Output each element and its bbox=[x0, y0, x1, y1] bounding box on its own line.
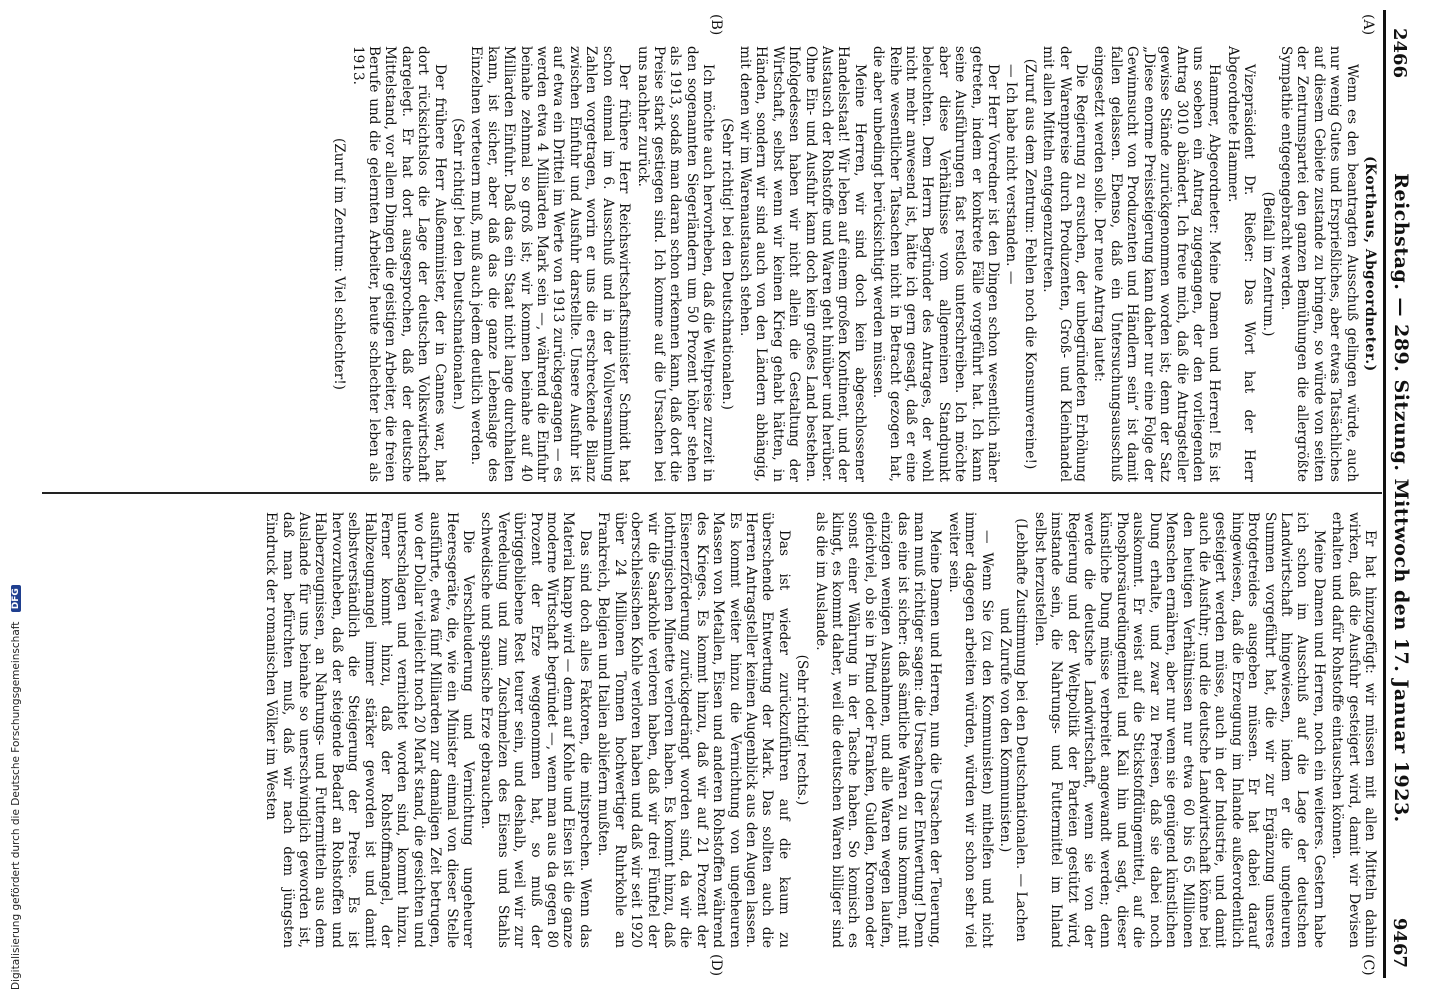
page-number-left: 2466 bbox=[1389, 28, 1410, 79]
column-divider bbox=[42, 492, 1382, 494]
interjection: (Beifall im Zentrum.) bbox=[1259, 191, 1276, 337]
interjection: (Zuruf im Zentrum: Viel schlechter!) bbox=[331, 138, 348, 390]
paragraph: Meine Herren, wir sind doch kein abgeschlossener Handelsstaat! Wir leben auf einem großen Kontinent, und der Austausch der Rohstoffe und Waren geht hinüber und herüber. Ohne Ein- und Ausfuhr kann doch kein großes Land bestehen. Infolgedessen haben wir nicht allein die Gestaltung der Wirtschaft, selbst wenn wir keinen Krieg gehabt hätten, in Händen, sondern wir sind auch von den Ländern abhängig, mit denen wir im Warenaustausch stehen. bbox=[736, 46, 868, 482]
margin-marker-c: (C) bbox=[1360, 954, 1376, 976]
paragraph: Die Verschleuderung und Vernichtung ungeheurer Heeresgeräte, die, wie ein Minister einmal von dieser Stelle ausführte, etwa fünf Milliarden zur damaligen Zeit betrugen, wo der Dollar vielleicht noch 20 Mark stand, die gesichten und unterschlagen und vernichtet worden sind, kommt hinzu. Ferner kommt hinzu, daß der Rohstoffmangel, der Halbzeugmangel immer stärker geworden ist und damit selbstverständlich die Steigerung der Preise. Es ist hervorzuheben, daß der steigende Bedarf an Rohstoffen und Halberzeugnissen, an Nahrungs- und Futtermitteln aus dem Auslande für uns beinahe so unerschwinglich geworden ist, daß man befürchten muß, daß wir nach dem jüngsten Eindruck der romanischen Völker im Westen bbox=[263, 512, 477, 948]
left-column bbox=[329, 46, 1378, 482]
speech-opening: Hammer, Abgeordneter: Meine Damen und Herren! Es ist uns soeben ein Antrag zugegangen, der den vorliegenden Antrag 3010 abändert. Ich freue mich, daß die Antragsteller gewisse Stände zurückgenommen worden ist; denn der Satz „Diese enorme Preissteigerung kann daher nur eine Folge der Gewinnsucht von Produzenten und Händlern sein“ ist damit fallen gelassen. Ebenso, daß ein Untersuchungsausschuß eingesetzt werden solle. Der neue Antrag lautet: bbox=[1091, 46, 1223, 482]
digitization-credit bbox=[10, 585, 22, 990]
paragraph: Der Herr Vorredner ist den Dingen schon wesentlich näher getreten, indem er konkrete Fälle vorgeführt hat. Ich kann seine Ausführungen fast restlos unterschreiben. Ich möchte aber diese Verhältnisse vom allgemeinen Standpunkt beleuchten. Dem Herrn Begründer des Antrages, der wohl nicht mehr anwesend ist, hätte ich gern gesagt, daß er eine Reihe wesentlicher Tatsachen nicht in Betracht gezogen hat, die aber unbedingt berücksichtigt werden müssen. bbox=[870, 46, 1002, 482]
paragraph: Der frühere Herr Reichswirtschaftsminister Schmidt hat schon einmal im 6. Ausschuß und in der Vollversammlung Zahlen vorgetragen, worin er uns die erschreckende Bilanz zwischen Einfuhr und Ausfuhr darstellte. Unsere Ausfuhr ist auf etwa ein Drittel im Werte von 1913 zurückgegangen — es werden etwa 4 Milliarden Mark sein —, während die Einfuhr beinahe zehnmal so groß ist; wir kommen beinahe auf 40 Milliarden Einfuhr. Daß das ein Staat nicht lange durchhalten kann, ist sicher, aber daß das die ganze Lebenslage des Einzelnen verteuern muß, muß auch jedem deutlich werden. bbox=[468, 46, 633, 482]
page-number-right: 9467 bbox=[1389, 917, 1410, 968]
paragraph: Er hat hinzugefügt: wir müssen mit allen Mitteln dahin wirken, daß die Ausfuhr gesteigert wird, damit wir Devisen erhalten und dafür Rohstoffe eintauschen können. bbox=[1329, 512, 1378, 948]
interjection: (Lebhafte Zustimmung bei den Deutschnationalen. — Lachen und Zurufe von den Kommunisten.) bbox=[997, 518, 1030, 942]
paragraph: Meine Damen und Herren, nun die Ursachen der Teuerung, man muß richtiger sagen: die Ursachen der Entwertung! Denn das eine ist sicher: daß sämtliche Waren zu uns kommen, mit einzigen wenigen Ausnahmen, und alle Waren wegen laufen, gleichviel, ob sie in Pfund oder Franken, Gulden, Kronen oder sonst einer Währung in der Tasche haben. So komisch es klingt, es kommt daher, weil die deutschen Waren billiger sind als die im Auslande. bbox=[812, 512, 944, 948]
paragraph: Meine Damen und Herren, noch ein weiteres. Gestern habe ich schon im Ausschuß auf die Lage der deutschen Landwirtschaft hingewiesen, indem er die ungeheuren Summen vorgeführt hat, die wir zur Ergänzung unseres Brotgetreides ausgeben müssen. Er hat dabei darauf hingewiesen, daß die Erzeugung im Inlande außerordentlich gesteigert werden müsse, auch in der Industrie, und damit auch die Ausfuhr; und die deutsche Landwirtschaft könne bei den heutigen Verhältnissen nur etwa 60 bis 65 Millionen Menschen ernähren, aber nur wenn sie genügend künstlichen Dung erhalte, und zwar zu Preisen, daß sie dabei noch auskommt. Er weist auf die Stickstoffdüngemittel, auf die Phosphorsäuredüngemittel und Kali hin und sagt, dieser künstliche Dung müsse verbreitet angewandt werden; denn werde die deutsche Landwirtschaft, wenn sie von der Regierung und der Weltpolitik der Parteien gestützt wird, imstande sein, die Nahrungs- und Futtermittel im Inland selbst herzustellen. bbox=[1031, 512, 1327, 948]
paragraph: Der frühere Herr Außenminister, der in Cannes war, hat dort rücksichtslos die Lage der deutschen Volkswirtschaft dargelegt. Er hat dort ausgesprochen, daß der deutsche Mittelstand, vor allem Dingen die geistigen Arbeiter, die freien Berufe und die gelernten Arbeiter, heute schlechter leben als 1913. bbox=[349, 46, 448, 482]
margin-marker-d: (D) bbox=[708, 954, 724, 977]
page-header bbox=[1386, 28, 1420, 968]
right-column bbox=[261, 512, 1378, 948]
digitization-sidebar bbox=[0, 0, 30, 1000]
paragraph: Das ist wieder zurückzuführen auf die kaum zu überschende Entwertung der Mark. Das sollten auch die Herren Antragsteller keinen Augenblick aus den Augen lassen. Es kommt weiter hinzu die Vernichtung von ungeheuren Massen von Metallen, Eisen und anderen Rohstoffen während des Krieges. Es kommt hinzu, daß wir auf 21 Prozent der Eisenerzförderung zurückgedrängt worden sind, da wir die lothringischen Minette verloren haben. Es kommt hinzu, daß wir die Saarkohle verloren haben, daß wir drei Fünftel der oberschlesischen Kohle verloren haben und daß wir seit 1920 über 24 Millionen Tonnen hochwertiger Ruhrkohle an Frankreich, Belgien und Italien abliefern mußten. bbox=[595, 512, 792, 948]
motion-text: Die Regierung zu ersuchen, der unbegründeten Erhöhung der Warenpreise durch Produzenten, Groß- und Kleinhandel mit allen Mitteln entgegenzutreten. bbox=[1040, 46, 1090, 482]
interjection: (Sehr richtig! bei den Deutschnationalen.) bbox=[450, 118, 467, 410]
paragraph: Das sind doch alles Faktoren, die mitsprechen. Wenn das Material knapp wird — denn auf Kohle und Eisen ist die ganze moderne Wirtschaft begründet —, wenn man aus da gegen 80 Prozent der Erze weggenommen hat, so muß der übriggebliebene Rest teurer sein, und deshalb, weil wir zur Veredelung und zum Zuschmelzen des Eisens und Stahls schwedische und spanische Erze gebrauchen. bbox=[478, 512, 593, 948]
paragraph: Wenn es den beantragten Ausschuß gelingen würde, auch nur wenig Gutes und Ersprießliches, aber etwas Tatsächliches auf diesem Gebiete zustande zu bringen, so würde von seiten der Zentrumspartei den ganzen Bemühungen die allergrößte Sympathie entgegengebracht werden. bbox=[1277, 46, 1360, 482]
interjection: (Sehr richtig! bei den Deutschnationalen.) bbox=[718, 118, 735, 410]
speaker-label: (Korthaus, Abgeordneter.) bbox=[1362, 156, 1378, 372]
header-rule bbox=[1383, 10, 1386, 978]
paragraph: — Ich habe nicht verstanden. — bbox=[1003, 64, 1020, 285]
paragraph: Ich möchte auch hervorheben, daß die Weltpreise zurzeit in den sogenannten Siegerländern um 50 Prozent höher stehen als 1913, sodaß man daran schon erkennen kann, daß dort die Preise stark gestiegen sind. Ich komme auf die Ursachen bei uns nachher zurück. bbox=[634, 46, 717, 482]
margin-marker-a: (A) bbox=[1360, 14, 1376, 36]
digitization-note: Digitalisierung gefördert durch die Deutsche Forschungsgemeinschaft bbox=[10, 621, 22, 990]
paragraph: Vizepräsident Dr. Rießer: Das Wort hat der Herr Abgeordnete Hammer. bbox=[1224, 46, 1258, 482]
paragraph: — Wenn Sie (zu den Kommunisten) mithelfen und nicht immer dagegen arbeiten würden, würden wir schon sehr viel weiter sein. bbox=[945, 512, 995, 948]
running-title: Reichstag. — 289. Sitzung. Mittwoch den 17. Januar 1923. bbox=[1390, 173, 1412, 823]
margin-marker-b: (B) bbox=[708, 14, 724, 36]
interjection: (Zuruf aus dem Zentrum: Fehlen noch die Konsumvereine!) bbox=[1021, 58, 1038, 470]
interjection: (Sehr richtig! rechts.) bbox=[794, 654, 811, 806]
dfg-logo: DFG bbox=[11, 585, 21, 612]
